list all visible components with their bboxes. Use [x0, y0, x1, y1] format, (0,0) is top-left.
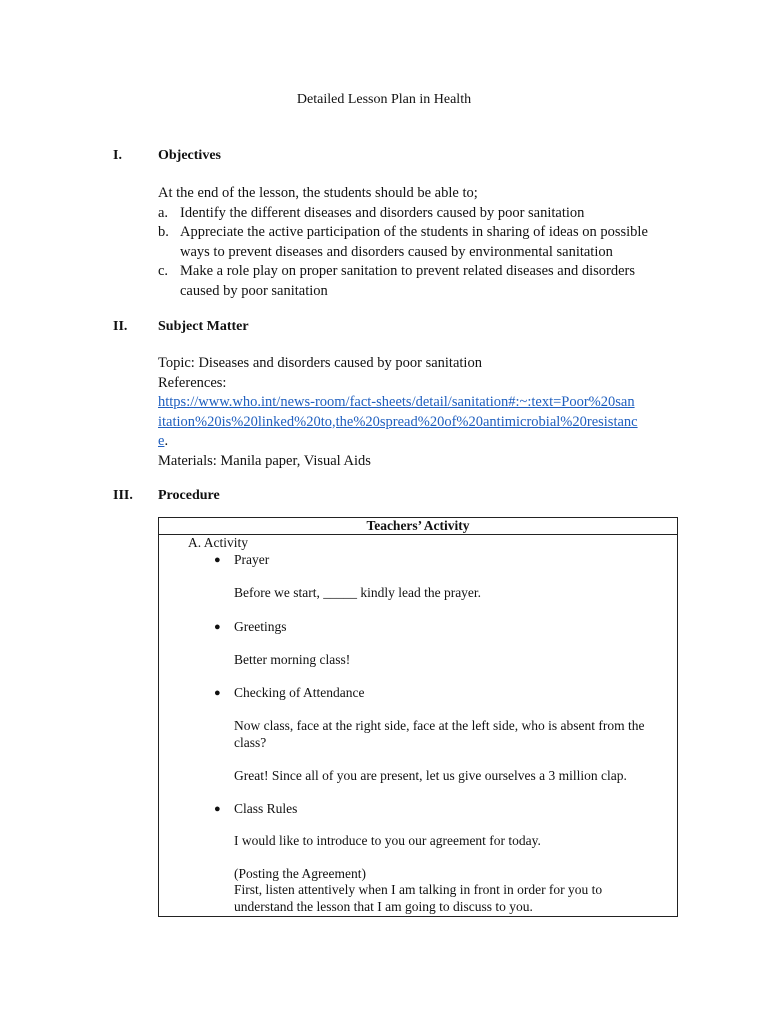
document-title: Detailed Lesson Plan in Health	[296, 92, 472, 107]
greetings-text: Better morning class!	[234, 652, 351, 667]
objective-item	[158, 223, 678, 262]
bullet-item-attendance	[214, 685, 654, 702]
objectives-intro: At the end of the lesson, the students should be able to;	[158, 185, 478, 201]
objective-item	[158, 262, 678, 301]
reference-end: .	[164, 433, 169, 449]
objective-item	[158, 204, 678, 224]
bullet-item-prayer	[214, 552, 654, 569]
table-cell-activity	[159, 535, 678, 917]
objective-text: Identify the different diseases and disorders caused by poor sanitation	[180, 204, 585, 221]
bullet-icon: ●	[214, 621, 221, 633]
bullet-icon: ●	[214, 803, 221, 815]
bullet-item-greetings	[214, 619, 654, 636]
bullet-icon: ●	[214, 554, 221, 566]
attendance-text-1: Now class, face at the right side, face at the left side, who is absent from the class?	[234, 718, 645, 750]
prayer-text: Before we start, _____ kindly lead the prayer.	[234, 585, 482, 600]
objective-text: Appreciate the active participation of the students in sharing of ideas on possible ways to prevent diseases and disorders caused by environmental sanitation	[180, 224, 648, 260]
item-label: Prayer	[234, 552, 270, 567]
procedure-table	[158, 517, 678, 917]
section-number-objectives: I.	[113, 148, 122, 163]
section-title-procedure: Procedure	[158, 488, 220, 503]
list-marker: c.	[158, 263, 169, 279]
section-number-subject-matter: II.	[113, 319, 128, 334]
objectives-block	[158, 184, 678, 301]
bullet-icon: ●	[214, 687, 221, 699]
item-label: Checking of Attendance	[234, 685, 365, 700]
rules-text-3: First, listen attentively when I am talking in front in order for you to understand the lesson that I am going to discuss to you.	[234, 882, 603, 914]
bullet-item-class-rules	[214, 801, 654, 818]
references-label: References:	[158, 374, 227, 391]
section-title-subject-matter: Subject Matter	[158, 319, 249, 334]
topic-text: Topic: Diseases and disorders caused by poor sanitation	[158, 355, 482, 371]
item-label: Class Rules	[234, 801, 298, 816]
activity-label: A. Activity	[188, 535, 248, 550]
item-label: Greetings	[234, 619, 287, 634]
attendance-text-2: Great! Since all of you are present, let us give ourselves a 3 million clap.	[234, 768, 627, 783]
section-number-procedure: III.	[113, 488, 133, 503]
rules-text-2: (Posting the Agreement)	[234, 866, 366, 881]
materials-text: Materials: Manila paper, Visual Aids	[158, 452, 371, 469]
table-header-teachers-activity: Teachers’ Activity	[159, 518, 678, 535]
reference-line	[158, 393, 638, 452]
list-marker: a.	[158, 204, 169, 221]
objective-text: Make a role play on proper sanitation to prevent related diseases and disorders caused by poor sanitation	[180, 263, 635, 299]
subject-matter-block	[158, 354, 638, 471]
rules-text-1: I would like to introduce to you our agreement for today.	[234, 833, 541, 848]
section-title-objectives: Objectives	[158, 148, 221, 163]
list-marker: b.	[158, 224, 169, 240]
reference-link[interactable]: https://www.who.int/news-room/fact-sheets/detail/sanitation#:~:text=Poor%20sanitation%20is%20linked%20to,the%20spread%20of%20antimicrobial%20resistance	[158, 394, 638, 449]
